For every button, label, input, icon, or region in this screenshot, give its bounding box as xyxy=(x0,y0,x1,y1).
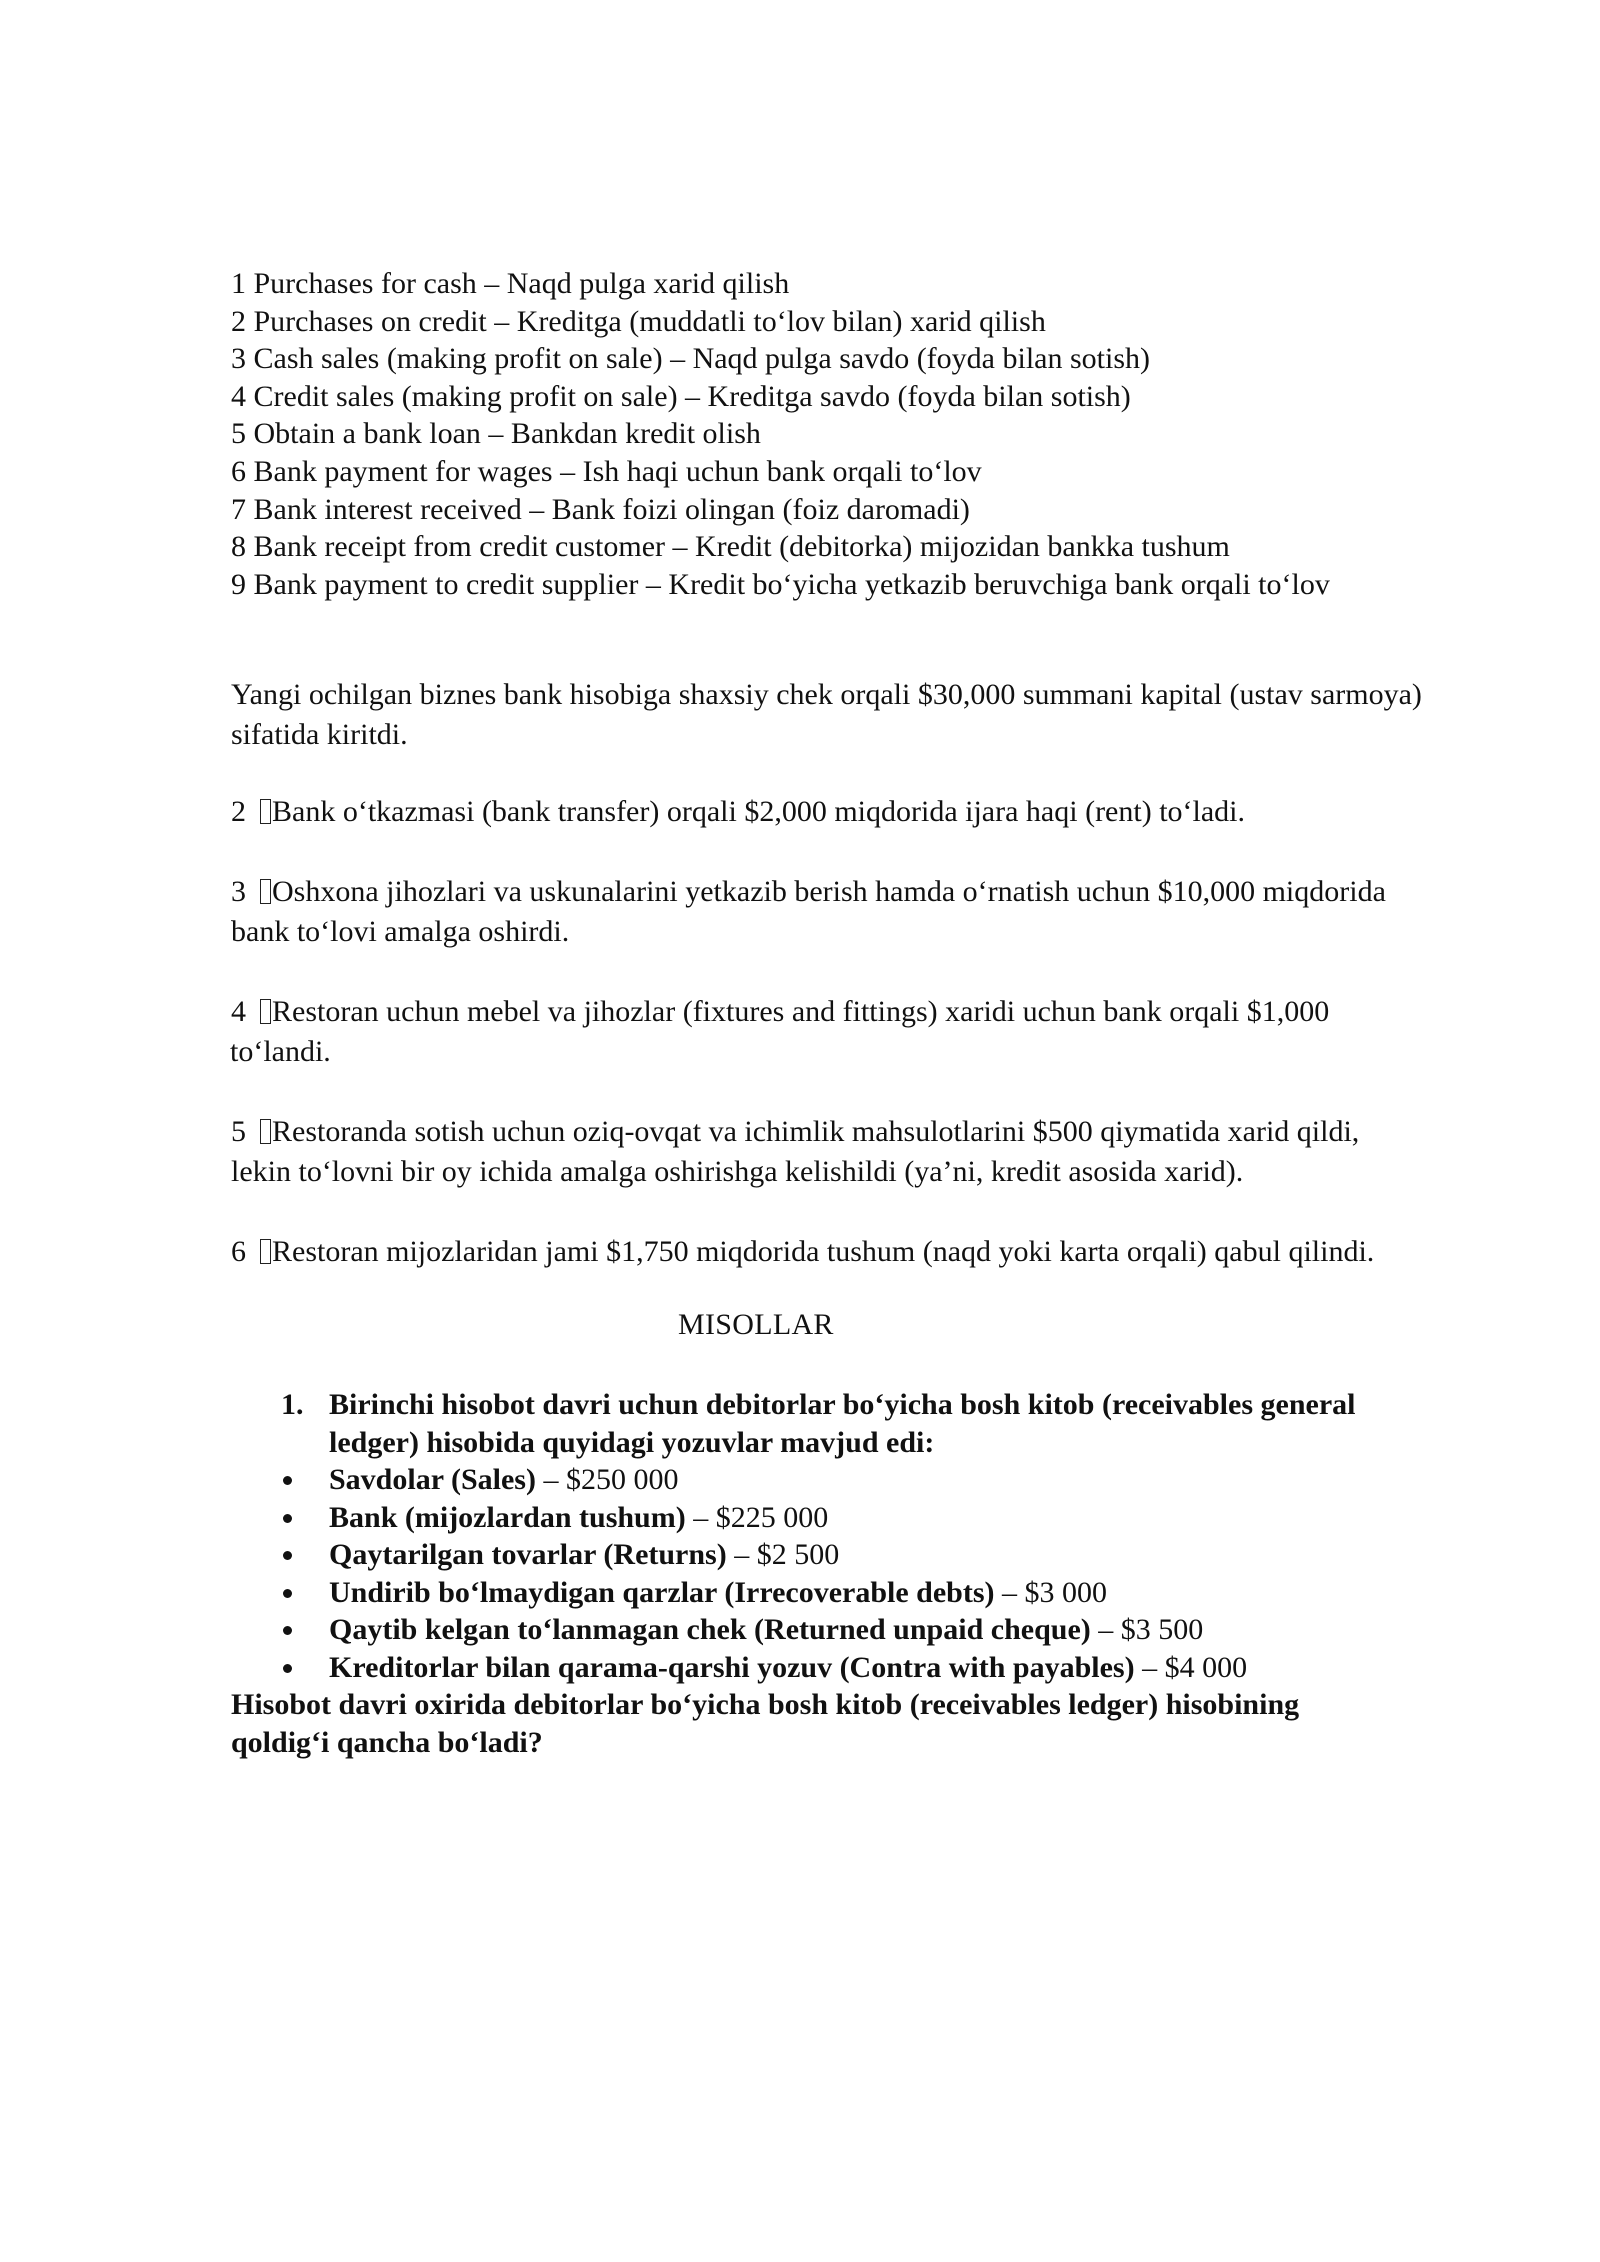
exercise-intro xyxy=(231,1386,1531,1461)
entry-value: – $3 000 xyxy=(994,1575,1108,1609)
entry-label: Qaytarilgan tovarlar (Returns) xyxy=(329,1538,727,1571)
list-item xyxy=(231,1499,1531,1537)
term-line: 7 Bank interest received – Bank foizi olingan (foiz daromadi) xyxy=(231,492,970,526)
transaction-text-continued: bank to‘lovi amalga oshirdi. xyxy=(231,915,570,948)
entry-label: Qaytib kelgan to‘lanmagan chek (Returned unpaid cheque) xyxy=(329,1613,1091,1646)
transaction-2 xyxy=(231,792,1481,832)
term-line: 1 Purchases for cash – Naqd pulga xarid qilish xyxy=(231,267,790,300)
transaction-4 xyxy=(231,992,1481,1072)
section-heading: MISOLLAR xyxy=(678,1308,834,1341)
transaction-text-continued: lekin to‘lovni bir oy ichida amalga oshirishga kelishildi (ya’ni, kredit asosida xarid). xyxy=(231,1155,1244,1188)
list-item xyxy=(231,1611,1531,1649)
list-item xyxy=(231,1461,1531,1499)
exercise-intro-text: Birinchi hisobot davri uchun debitorlar bo‘yicha bosh kitob (receivables general xyxy=(329,1388,1356,1421)
transaction-text: Oshxona jihozlari va uskunalarini yetkazib berish hamda o‘rnatish uchun $10,000 miqdorida xyxy=(272,875,1386,908)
term-line: 8 Bank receipt from credit customer – Kredit (debitorka) mijozidan bankka tushum xyxy=(231,530,1230,564)
entry-label: Savdolar (Sales) xyxy=(329,1463,536,1496)
bullet-icon xyxy=(283,1664,292,1673)
bullet-icon xyxy=(283,1589,292,1598)
entry-value: – $2 500 xyxy=(726,1538,840,1571)
transaction-text-continued: to‘landi. xyxy=(230,1035,331,1068)
entry-label: Bank (mijozlardan tushum) xyxy=(329,1500,686,1534)
exercise-intro-text-continued: ledger) hisobida quyidagi yozuvlar mavjud edi: xyxy=(329,1425,935,1459)
exercise-block xyxy=(231,1386,1531,1761)
bullet-icon xyxy=(283,1476,292,1485)
list-item xyxy=(231,1536,1531,1574)
list-item xyxy=(231,1574,1531,1612)
transaction-number: 5 xyxy=(231,1115,246,1148)
transaction-5 xyxy=(231,1112,1481,1192)
term-line: 2 Purchases on credit – Kreditga (muddatli to‘lov bilan) xarid qilish xyxy=(231,304,1046,338)
entry-label: Kreditorlar bilan qarama-qarshi yozuv (Contra with payables) xyxy=(329,1650,1135,1684)
transaction-number: 2 xyxy=(231,795,246,828)
entry-value: – $250 000 xyxy=(535,1463,679,1496)
missing-glyph-icon xyxy=(260,1119,271,1144)
transaction-3 xyxy=(231,872,1481,952)
exercise-number: 1. xyxy=(281,1388,304,1421)
exercise-question xyxy=(231,1686,1531,1761)
list-item xyxy=(231,1649,1531,1687)
entry-value: – $3 500 xyxy=(1090,1613,1204,1646)
ledger-entries-list xyxy=(231,1461,1531,1686)
entry-value: – $225 000 xyxy=(685,1500,829,1534)
bullet-icon xyxy=(283,1514,292,1523)
entry-value: – $4 000 xyxy=(1134,1650,1248,1684)
transaction-1 xyxy=(231,675,1481,755)
terms-list xyxy=(231,265,1531,603)
bullet-icon xyxy=(283,1551,292,1560)
transaction-text: Restoran mijozlaridan jami $1,750 miqdorida tushum (naqd yoki karta orqali) qabul qilindi. xyxy=(272,1235,1375,1268)
transaction-text: Restoran uchun mebel va jihozlar (fixtures and fittings) xaridi uchun bank orqali $1,000 xyxy=(272,995,1330,1028)
entry-label: Undirib bo‘lmaydigan qarzlar (Irrecoverable debts) xyxy=(329,1575,995,1609)
term-line: 4 Credit sales (making profit on sale) – Kreditga savdo (foyda bilan sotish) xyxy=(231,379,1131,413)
missing-glyph-icon xyxy=(260,799,271,824)
transaction-number: 6 xyxy=(231,1235,246,1268)
transaction-text: Yangi ochilgan biznes bank hisobiga shaxsiy chek orqali $30,000 summani kapital (ustav sarmoya) sifatida kiritdi. xyxy=(231,678,1422,751)
transaction-text: Restoranda sotish uchun oziq-ovqat va ichimlik mahsulotlarini $500 qiymatida xarid qildi, xyxy=(272,1115,1360,1148)
transaction-number: 3 xyxy=(231,875,246,908)
term-line: 9 Bank payment to credit supplier – Kredit bo‘yicha yetkazib beruvchiga bank orqali to‘lov xyxy=(231,567,1330,601)
transaction-6 xyxy=(231,1232,1481,1272)
term-line: 6 Bank payment for wages – Ish haqi uchun bank orqali to‘lov xyxy=(231,454,982,488)
question-text-continued: qoldig‘i qancha bo‘ladi? xyxy=(231,1725,543,1759)
question-text: Hisobot davri oxirida debitorlar bo‘yicha bosh kitob (receivables ledger) hisobining xyxy=(231,1688,1300,1721)
term-line: 3 Cash sales (making profit on sale) – Naqd pulga savdo (foyda bilan sotish) xyxy=(231,342,1150,376)
transaction-number: 4 xyxy=(231,995,246,1028)
bullet-icon xyxy=(283,1626,292,1635)
term-line: 5 Obtain a bank loan – Bankdan kredit olish xyxy=(231,417,761,451)
missing-glyph-icon xyxy=(260,879,271,904)
transaction-text: Bank o‘tkazmasi (bank transfer) orqali $2,000 miqdorida ijara haqi (rent) to‘ladi. xyxy=(272,795,1246,828)
missing-glyph-icon xyxy=(260,1239,271,1264)
missing-glyph-icon xyxy=(260,999,271,1024)
